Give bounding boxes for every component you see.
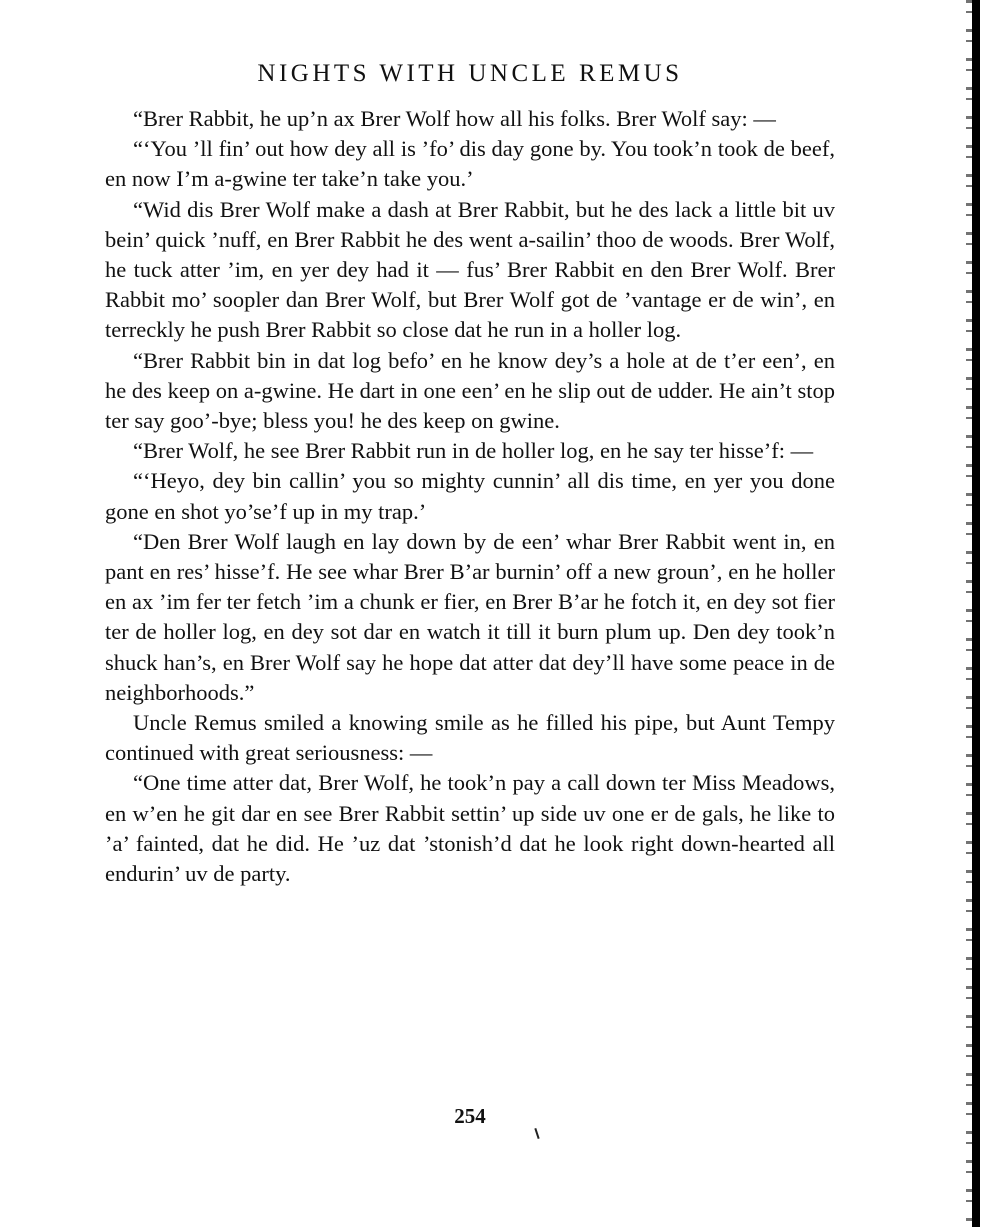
- paragraph-3: “Wid dis Brer Wolf make a dash at Brer Rabbit, but he des lack a little bit uv bein’ quick ’nuff, en Brer Rabbit he des went a-sailin’ thoo de woods. Brer Wolf, he tuck atter ’im, en yer dey had it — fus’ Brer Rabbit en den Brer Wolf. Brer Rabbit mo’ soopler dan Brer Wolf, but Brer Wolf got de ’vantage er de win’, en terreckly he push Brer Rabbit so close dat he run in a holler log.: [105, 196, 835, 343]
- running-head: NIGHTS WITH UNCLE REMUS: [257, 60, 683, 87]
- paragraph-8: Uncle Remus smiled a knowing smile as he filled his pipe, but Aunt Tempy continued with great seriousness: —: [105, 710, 835, 766]
- stray-ink-mark: [534, 1128, 539, 1139]
- page-edge: [972, 0, 980, 1227]
- paragraph-5: “Brer Wolf, he see Brer Rabbit run in de holler log, en he say ter hisse’f: —: [133, 438, 814, 464]
- page-number: 254: [454, 1104, 486, 1128]
- paragraph-7: “Den Brer Wolf laugh en lay down by de een’ whar Brer Rabbit went in, en pant en res’ hisse’f. He see whar Brer B’ar burnin’ off a new groun’, en he holler en ax ’im fer ter fetch ’im a chunk er fier, en Brer B’ar he fotch it, en dey sot fier ter de holler log, en dey sot dar en watch it till it burn plum up. Den dey took’n shuck han’s, en Brer Wolf say he hope dat atter dat dey’ll have some peace in de neighborhoods.”: [105, 528, 835, 705]
- paragraph-6: “‘Heyo, dey bin callin’ you so mighty cunnin’ all dis time, en yer you done gone en shot yo’se’f up in my trap.’: [105, 468, 835, 524]
- body-text: [105, 104, 835, 889]
- paragraph-4: “Brer Rabbit bin in dat log befo’ en he know dey’s a hole at de t’er een’, en he des keep on a-gwine. He dart in one een’ en he slip out de udder. He ain’t stop ter say goo’-bye; bless you! he des keep on gwine.: [105, 347, 835, 434]
- paragraph-1: “Brer Rabbit, he up’n ax Brer Wolf how all his folks. Brer Wolf say: —: [133, 106, 776, 131]
- paragraph-2: “‘You ’ll fin’ out how dey all is ’fo’ dis day gone by. You took’n took de beef, en now I’m a-gwine ter take’n take you.’: [105, 136, 835, 192]
- paragraph-9: “One time atter dat, Brer Wolf, he took’n pay a call down ter Miss Meadows, en w’en he git dar en see Brer Rabbit settin’ up side uv one er de gals, he like to ’a’ fainted, dat he did. He ’uz dat ’stonish’d dat he look right down-hearted all endurin’ uv de party.: [105, 770, 835, 887]
